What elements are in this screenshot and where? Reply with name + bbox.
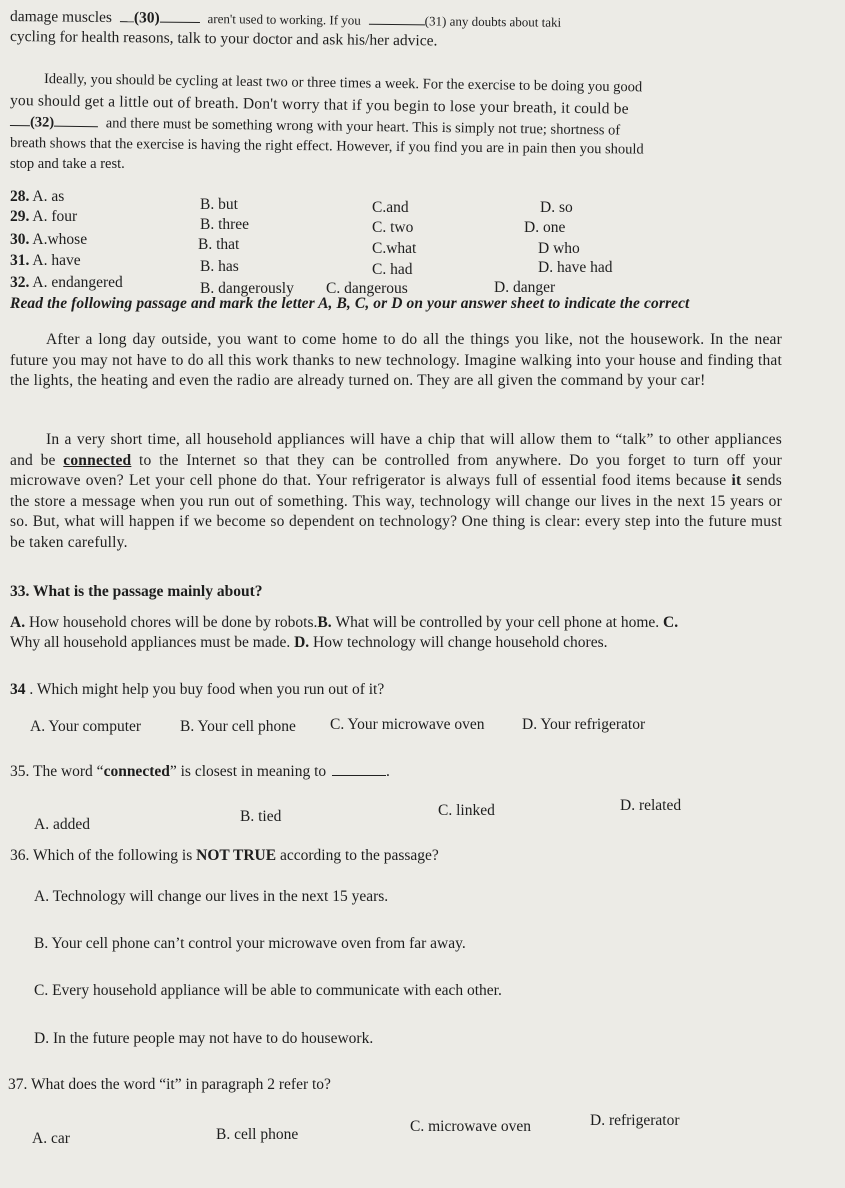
q34-option-c: C. Your microwave oven (330, 716, 485, 733)
question-34: 34 . Which might help you buy food when you run out of it? (10, 681, 385, 698)
option-31-c: C. had (372, 261, 413, 278)
option-32-d: D. danger (494, 279, 556, 296)
question-36: 36. Which of the following is NOT TRUE according to the passage? (10, 847, 439, 864)
cloze-text: and there must be something wrong with your heart. This is simply not true; shortness of (105, 115, 621, 139)
q36-option-a: A. Technology will change our lives in the next 15 years. (34, 888, 389, 905)
option-32-b: B. dangerously (200, 280, 294, 297)
q37-option-c: C. microwave oven (410, 1118, 531, 1135)
q36-option-b: B. Your cell phone can’t control your microwave oven from far away. (34, 935, 466, 952)
passage-paragraph-1: After a long day outside, you want to come home to do all the things you like, not the housework. In the near future you may not have to do all this work thanks to new technology. Imagine walking into your house and finding that the lights, the heating and even the radio are already turned on. They are all given the command by your car! (10, 331, 782, 389)
blank-30-pre (120, 9, 134, 22)
option-31-b: B. has (200, 258, 239, 275)
q33-options-line-2: Why all household appliances must be made. D. How technology will change household chores. (10, 634, 608, 651)
q37-option-d: D. refrigerator (590, 1112, 680, 1129)
q35-option-c: C. linked (438, 802, 495, 819)
blank-30 (160, 10, 200, 23)
cloze-p2-line-5: stop and take a rest. (10, 156, 125, 172)
section-instruction: Read the following passage and mark the letter A, B, C, or D on your answer sheet to indicate the correct (10, 295, 690, 312)
q36-option-c: C. Every household appliance will be able to communicate with each other. (34, 982, 502, 999)
option-row-32: 32. A. endangered (10, 274, 123, 291)
blank-32-label: (32) (29, 114, 55, 131)
option-row-28: 28. A. as (10, 188, 65, 205)
option-row-31: 31. A. have (10, 252, 81, 269)
option-28-b: B. but (200, 196, 238, 213)
blank-32-pre (10, 113, 30, 126)
option-29-c: C. two (372, 219, 414, 236)
option-row-30: 30. A.whose (10, 231, 88, 248)
option-30-b: B. that (198, 236, 240, 253)
q36-option-d: D. In the future people may not have to do housework. (34, 1030, 374, 1047)
option-30-c: C.what (372, 240, 417, 257)
cloze-p2-line-4: breath shows that the exercise is having the right effect. However, if you find you are in pain then you should (9, 135, 644, 158)
blank-30-label: (30) (133, 9, 160, 27)
option-30-d: D who (538, 240, 580, 257)
option-28-d: D. so (540, 199, 573, 216)
option-31-d: D. have had (538, 259, 613, 276)
question-37: 37. What does the word “it” in paragraph 2 refer to? (8, 1076, 331, 1093)
blank-31 (369, 12, 425, 26)
cloze-p2-line-2: you should get a little out of breath. Don't worry that if you begin to lose your breath, it could be (9, 92, 629, 118)
passage-paragraph-2: In a very short time, all household appliances will have a chip that will allow them to “talk” to other appliances and be connected to the Internet so that they can be controlled from anywhere. Do you forget to turn off your microwave oven? Let your cell phone do that. Your refrigerator is always full of essential food items because it sends the store a message when you run out of something. This way, technology will change our lives in the next 15 years or so. But, what will happen if we become so dependent on technology? One thing is clear: every step into the future must be taken carefully. (10, 431, 782, 551)
q35-option-d: D. related (620, 797, 682, 814)
q33-options-line-1: A. How household chores will be done by robots.B. What will be controlled by your cell phone at home. C. (10, 614, 679, 631)
q34-option-b: B. Your cell phone (180, 718, 296, 735)
word-it: it (731, 472, 742, 489)
cloze-line-2: cycling for health reasons, talk to your doctor and ask his/her advice. (9, 28, 438, 50)
blank-32 (54, 114, 98, 128)
cloze-text: damage muscles (9, 8, 113, 27)
q34-option-d: D. Your refrigerator (522, 716, 646, 733)
option-28-c: C.and (372, 199, 409, 216)
cloze-p2-line-1: Ideally, you should be cycling at least two or three times a week. For the exercise to be doing you good (43, 71, 643, 96)
q37-option-b: B. cell phone (216, 1126, 299, 1143)
question-33: 33. What is the passage mainly about? (10, 583, 263, 600)
q34-option-a: A. Your computer (30, 718, 142, 735)
cloze-text: (31) any doubts about taki (424, 13, 562, 30)
q37-option-a: A. car (32, 1130, 70, 1147)
option-32-c: C. dangerous (326, 280, 408, 297)
option-29-d: D. one (524, 219, 566, 236)
cloze-text: aren't used to working. If you (207, 11, 361, 28)
q35-option-a: A. added (34, 816, 90, 833)
underlined-connected: connected (63, 451, 132, 469)
option-29-b: B. three (200, 216, 250, 233)
q35-blank (332, 763, 386, 776)
option-row-29: 29. A. four (10, 208, 78, 225)
q35-option-b: B. tied (240, 808, 282, 825)
question-35: 35. The word “connected” is closest in meaning to . (10, 763, 390, 780)
